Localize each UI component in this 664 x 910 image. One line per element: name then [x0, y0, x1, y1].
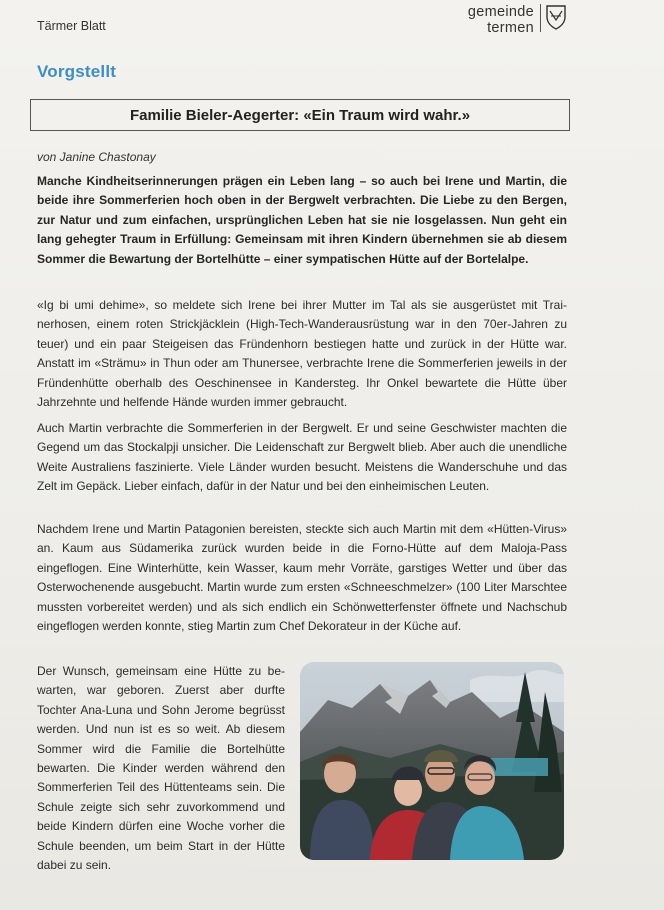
publication-name: Tärmer Blatt [37, 19, 106, 33]
section-title: Vorgstellt [37, 62, 117, 81]
lead-paragraph: Manche Kindheitserinnerungen prägen ein Leben lang – so auch bei Irene und Martin, die beide ihre Sommerferien hoch oben in der Bergwelt verbrachten. Die Liebe zu den Bergen, zur Natur und zum einfachen, ursprünglichen Leben hat sie nie losgelassen. Nun geht ein lang gehegter Traum in Erfüllung: Gemeinsam mit ihren Kindern übernehmen sie ab diesem Sommer die Bewartung der Bortelhütte – einer sympatischen Hütte auf der Bortelalpe. [37, 174, 567, 266]
family-photo [300, 662, 564, 860]
municipality-logo [462, 2, 572, 36]
logo-line-1: gemeinde [467, 4, 534, 20]
logo-text [462, 4, 534, 36]
body-paragraph-2: Auch Martin verbrachte die Sommerferien in der Bergwelt. Er und seine Geschwister machten die Gegend um das Stockalpji unsicher. Die Leidenschaft zur Bergwelt blieb. Aber auch die unendliche Weite Australiens faszinierte. Viele Länder wurden besucht. Meistens die Wanderschuhe und das Zelt im Gepäck. Lieber einfach, dafür in der Natur und bei den einheimischen Leuten. [37, 421, 567, 494]
article-headline [30, 99, 570, 131]
author-line: von Janine Chastonay [37, 150, 156, 164]
logo-divider [540, 4, 541, 32]
family-photo-illustration [300, 662, 564, 860]
body-paragraph-3: Nachdem Irene und Martin Patagonien bereisten, steckte sich auch Martin mit dem «Hütten-Virus» an. Kaum aus Südamerika zurück wurden beide in die Forno-Hütte auf dem Maloja-Pass eingeflogen. Eine Winterhütte, kein Wasser, kaum mehr Vorräte, garstiges Wetter und über das Osterwochenende ausgebucht. Martin wurde zum ersten «Schneeschmelzer» (100 Liter Marschtee mussten vorbereitet werden) und als sich endlich ein Schönwetterfenster öffnete und Nachschub eingeflogen werden konnte, stieg Martin zum Chef Dekorateur in der Küche auf. [37, 522, 567, 634]
logo-line-2: termen [487, 20, 534, 36]
headline-text: Familie Bieler-Aegerter: «Ein Traum wird wahr.» [129, 106, 471, 124]
body-paragraph-1: «Ig bi umi dehime», so meldete sich Irene bei ihrer Mutter im Tal als sie ausgerüstet mit Trainerhosen, einem roten Strickjäcklein (High-Tech-Wanderausrüstung war in den 70er-Jahren zu teuer) und ein paar Steigeisen das Fründenhorn bestiegen hatte und zurück in der Hütte war. Anstatt im «Strämu» in Thun oder am Thunersee, verbrachte Irene die Sommerferien jeweils in der Fründenhütte oberhalb des Oeschinensee in Kandersteg. Ihr Onkel bewartete die Hütte über Jahrzehnte und helfende Hände wurden immer gebraucht. [37, 298, 567, 410]
body-paragraph-4: Der Wunsch, gemeinsam eine Hütte zu bewarten, war geboren. Zuerst aber durfte Tochter Ana-Luna und Sohn Jerome begrüsst werden. Und nun ist es so weit. Ab diesem Sommer wird die Familie die Bortelhütte bewarten. Die Kinder werden während den Sommerferien Teil des Hüttenteams sein. Die Schule zeigte sich sehr zuvorkommend und beide Kindern dürfen eine Woche vorher die Schule beenden, um beim Start in der Hütte dabei zu sein. [37, 664, 285, 873]
coat-of-arms-icon [545, 4, 567, 30]
